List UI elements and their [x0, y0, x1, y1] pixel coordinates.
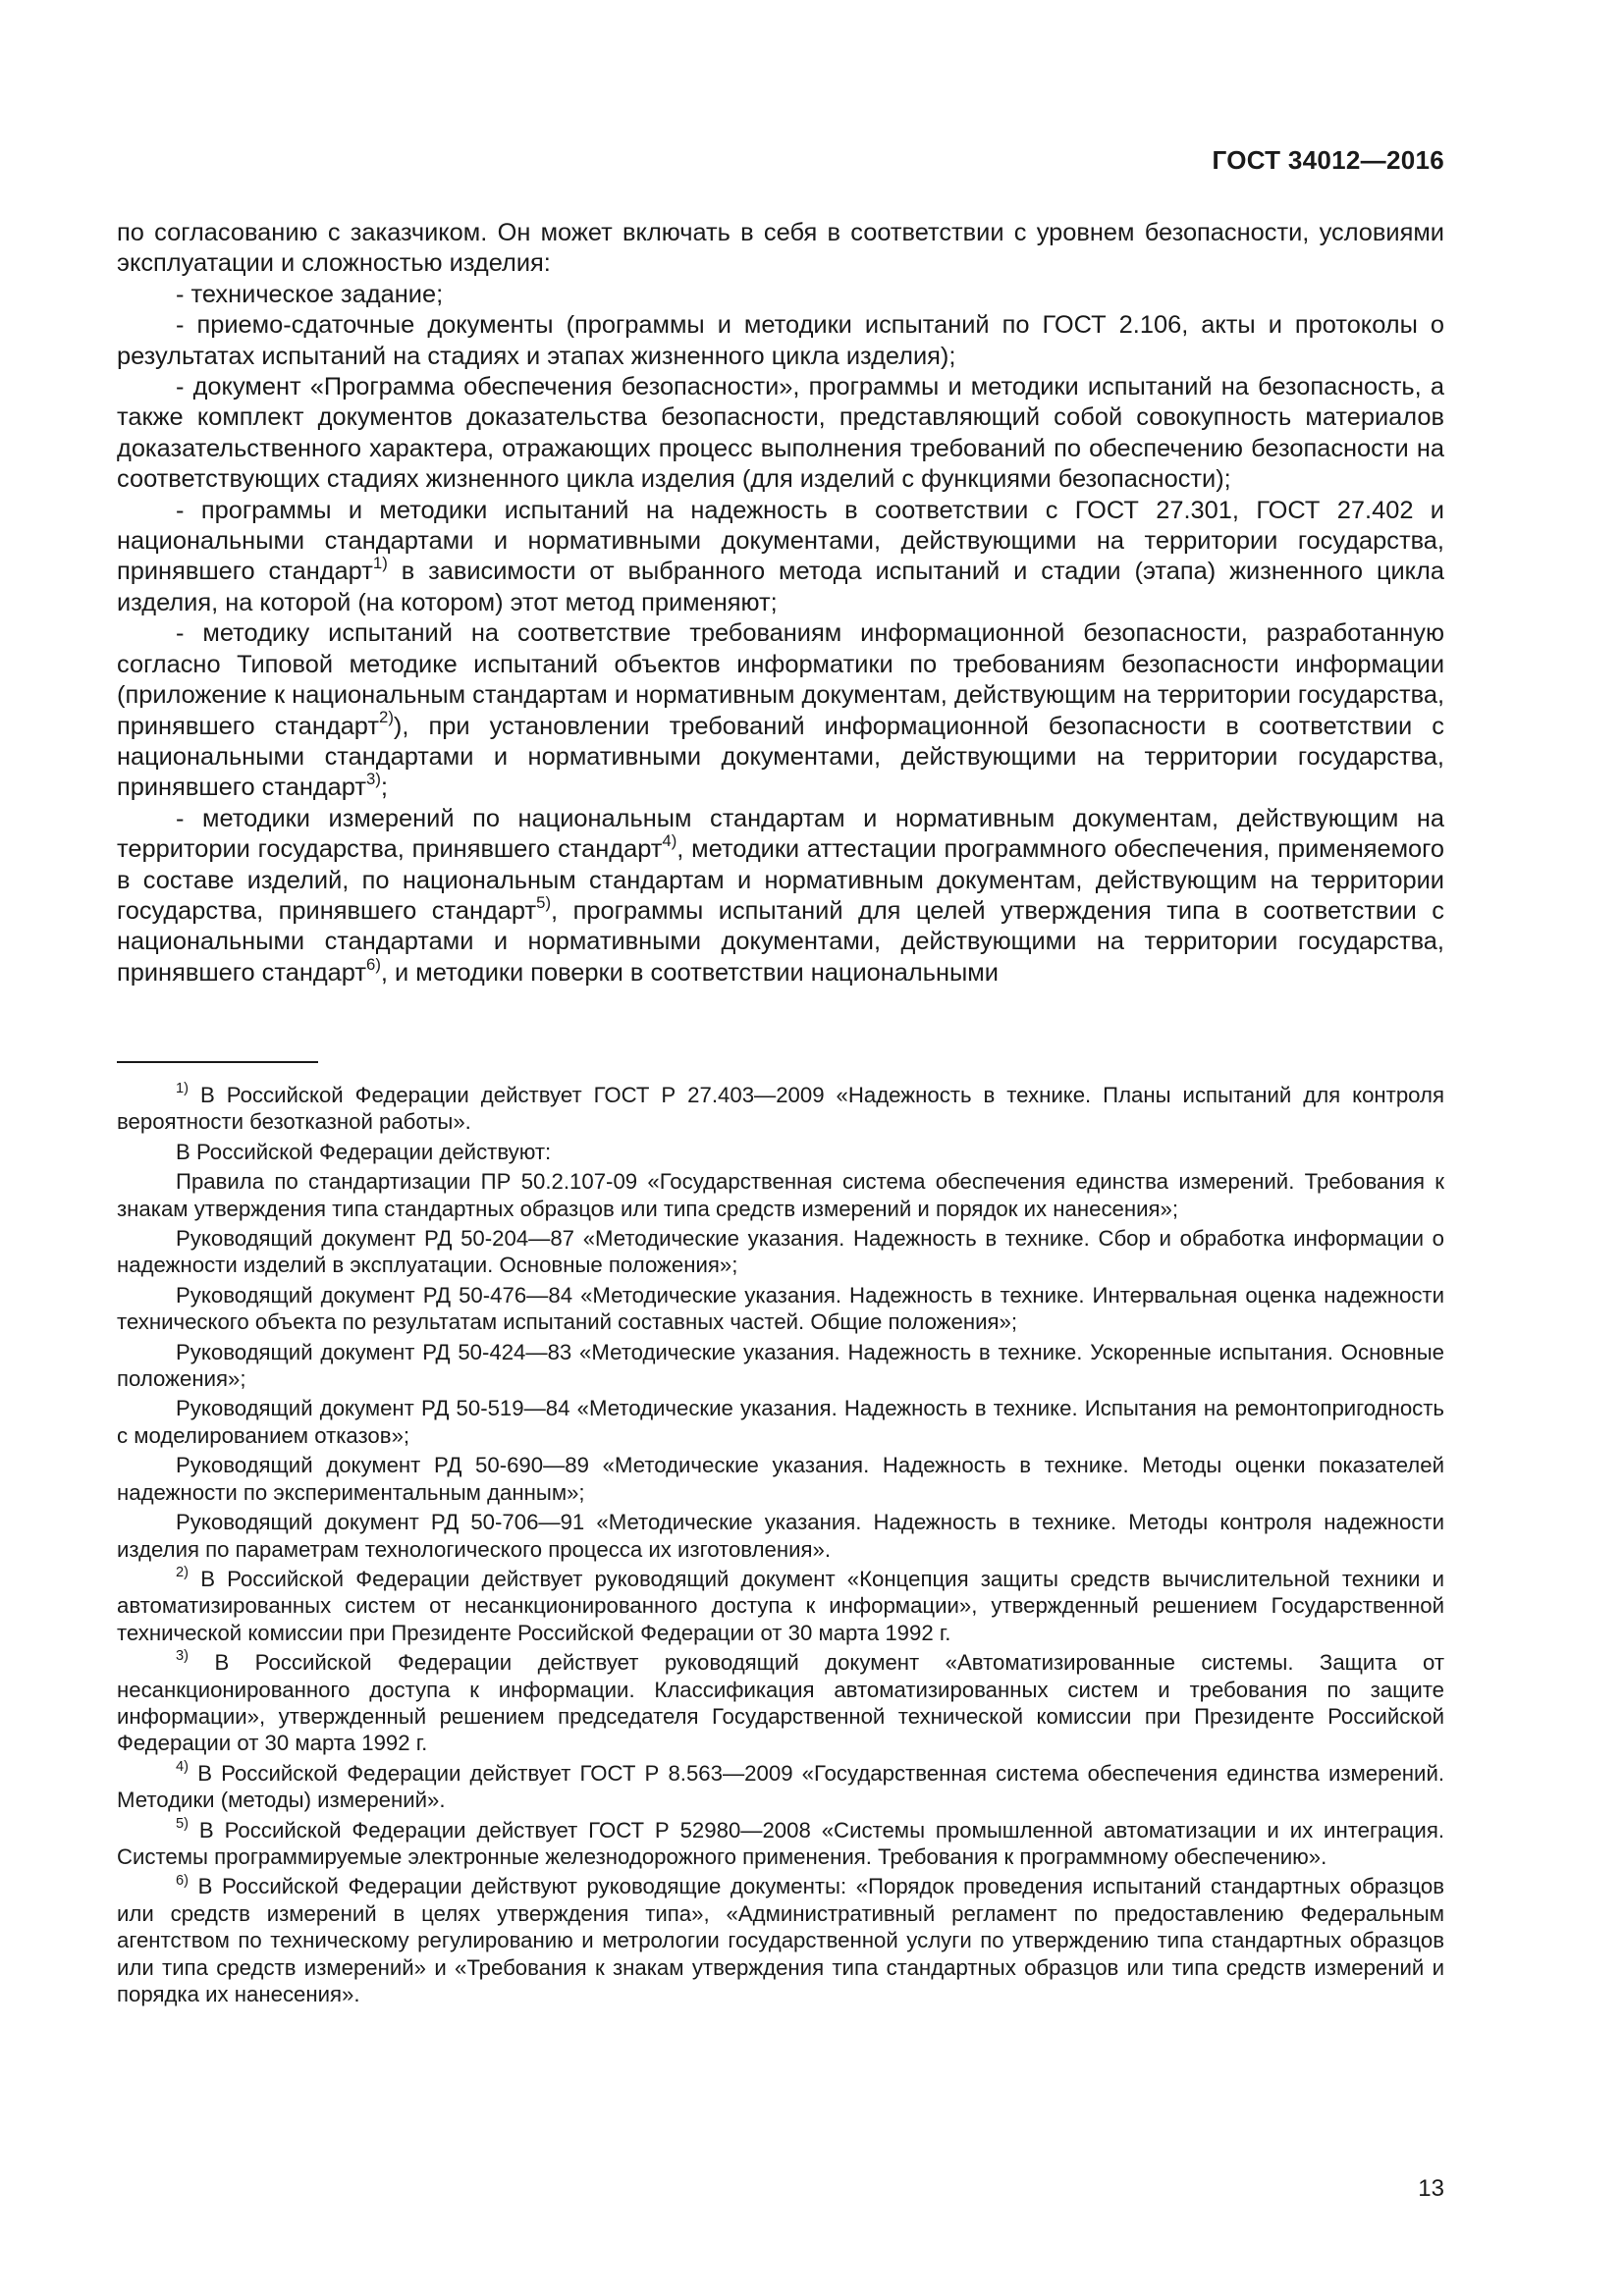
footnote-ref-1: 1) [372, 554, 388, 573]
footnote-1-item: Руководящий документ РД 50-424—83 «Методические указания. Надежность в технике. Ускоренные испытания. Основные положения»; [117, 1339, 1444, 1392]
text-segment: - программы и методики испытаний на надежность в соответствии с ГОСТ 27.301, ГОСТ 27.402 и национальными стандартами и нормативными документами, действующими на территории государства, принявшего стандарт [117, 496, 1444, 586]
text-segment: - методику испытаний на соответствие требованиям информационной безопасности, разработанную согласно Типовой методике испытаний объектов информатики по требованиям безопасности информации (приложение к национальным стандартам и нормативным документам, действующим на территории государства, принявшего стандарт [117, 619, 1444, 740]
list-item-acceptance-documents: - приемо-сдаточные документы (программы и методики испытаний по ГОСТ 2.106, акты и протоколы о результатах испытаний на стадиях и этапах жизненного цикла изделия); [117, 311, 1444, 370]
footnote-1-item: Руководящий документ РД 50-204—87 «Методические указания. Надежность в технике. Сбор и обработка информации о надежности изделий в эксплуатации. Основные положения»; [117, 1226, 1444, 1278]
list-item-safety-program: - документ «Программа обеспечения безопасности», программы и методики испытаний на безопасность, а также комплект документов доказательства безопасности, представляющий собой совокупность материалов доказательственного характера, отражающих процесс выполнения требований по обеспечению безопасности на соответствующих стадиях жизненного цикла изделия (для изделий с функциями безопасности); [117, 373, 1444, 494]
page-number: 13 [1418, 2175, 1444, 2202]
list-item-technical-task: - техническое задание; [176, 280, 444, 308]
footnote-ref-6: 6) [366, 954, 381, 974]
footnote-1-item: Руководящий документ РД 50-476—84 «Методические указания. Надежность в технике. Интервальная оценка надежности технического объекта по результатам испытаний составных частей. Общие положения»; [117, 1282, 1444, 1335]
footnote-mark-4: 4) [176, 1758, 189, 1775]
footnote-2 [117, 1566, 1444, 1646]
footnote-mark-5: 5) [176, 1815, 189, 1832]
footnote-4 [117, 1760, 1444, 1814]
footnote-3 [117, 1649, 1444, 1757]
footnote-text: В Российской Федерации действуют руководящие документы: «Порядок проведения испытаний стандартных образцов или средств измерений в целях утверждения типа», «Административный регламент по предоставлению Федеральным агентством по техническому регулированию и метрологии государственной услуги по утверждению типа стандартных образцов или типа средств измерений» и «Требования к знакам утверждения типа стандартных образцов или типа средств измерений и порядка их нанесения». [117, 1874, 1444, 2006]
list-item-reliability-tests [117, 496, 1444, 619]
footnote-ref-2: 2) [379, 708, 394, 727]
footnote-text: В Российской Федерации действует ГОСТ Р 8.563—2009 «Государственная система обеспечения единства измерений. Методики (методы) измерений». [117, 1760, 1444, 1813]
footnote-mark-6: 6) [176, 1872, 189, 1889]
footnote-5 [117, 1817, 1444, 1871]
footnote-1 [117, 1082, 1444, 1136]
footnote-1-intro: В Российской Федерации действуют: [176, 1139, 552, 1164]
text-segment: , методики аттестации программного обеспечения, применяемого в составе изделий, по национальным стандартам и нормативным документам, действующим на территории государства, принявшего стандарт [117, 835, 1445, 925]
footnotes-section [117, 1082, 1444, 2010]
document-header-code: ГОСТ 34012—2016 [1212, 145, 1444, 175]
footnote-1-item: Руководящий документ РД 50-706—91 «Методические указания. Надежность в технике. Методы контроля надежности изделия по параметрам технологического процесса их изготовления». [117, 1510, 1444, 1562]
footnote-1-item: Правила по стандартизации ПР 50.2.107-09 «Государственная система обеспечения единства измерений. Требования к знакам утверждения типа стандартных образцов или типа средств измерений и порядок их нанесения»; [117, 1169, 1444, 1221]
footnote-text: В Российской Федерации действует ГОСТ Р 52980—2008 «Системы промышленной автоматизации и их интеграция. Системы программируемые электронные железнодорожного применения. Требования к программному обеспечению». [117, 1817, 1445, 1869]
footnote-mark-3: 3) [176, 1648, 189, 1665]
footnote-1-item: Руководящий документ РД 50-690—89 «Методические указания. Надежность в технике. Методы оценки показателей надежности по экспериментальным данным»; [117, 1453, 1444, 1505]
footnote-ref-3: 3) [366, 770, 381, 789]
footnote-separator [117, 1061, 318, 1063]
footnote-mark-1: 1) [176, 1081, 189, 1097]
footnote-6 [117, 1873, 1444, 2007]
footnote-text: В Российской Федерации действует руководящий документ «Автоматизированные системы. Защита от несанкционированного доступа к информации. Классификация автоматизированных систем и требования по защите информации», утвержденный решением председателя Государственной технической комиссии при Президенте Российской Федерации от 30 марта 1992 г. [117, 1650, 1444, 1756]
footnote-1-item: Руководящий документ РД 50-519—84 «Методические указания. Надежность в технике. Испытания на ремонтопригодность с моделированием отказов»; [117, 1396, 1444, 1448]
footnote-ref-5: 5) [536, 892, 552, 912]
footnote-mark-2: 2) [176, 1565, 189, 1581]
text-segment: , программы испытаний для целей утверждения типа в соответствии с национальными стандартами и нормативными документами, действующими на территории государства, принявшего стандарт [117, 896, 1444, 987]
main-body-text [117, 218, 1444, 988]
footnote-ref-4: 4) [662, 830, 677, 850]
text-segment: , и методики поверки в соответствии национальными [380, 958, 999, 987]
footnote-text: В Российской Федерации действует руководящий документ «Концепция защиты средств вычислительной техники и автоматизированных систем от несанкционированного доступа к информации», утвержденный решением Государственной технической комиссии при Президенте Российской Федерации от 30 марта 1992 г. [117, 1566, 1444, 1645]
text-segment: в зависимости от выбранного метода испытаний и стадии (этапа) жизненного цикла изделия, на которой (на котором) этот метод применяют; [117, 558, 1444, 616]
footnote-text: В Российской Федерации действует ГОСТ Р 27.403—2009 «Надежность в технике. Планы испытаний для контроля вероятности безотказной работы». [117, 1083, 1444, 1135]
text-segment: ; [380, 774, 388, 802]
list-item-info-security-tests [117, 618, 1444, 803]
paragraph-continuation: по согласованию с заказчиком. Он может включать в себя в соответствии с уровнем безопасности, условиями эксплуатации и сложностью изделия: [117, 219, 1444, 278]
list-item-measurement-methods [117, 804, 1444, 988]
text-segment: ), при установлении требований информационной безопасности в соответствии с национальными стандартами и нормативными документами, действующими на территории государства, принявшего стандарт [117, 712, 1444, 802]
text-segment: - методики измерений по национальным стандартам и нормативным документам, действующим на территории государства, принявшего стандарт [117, 804, 1444, 864]
